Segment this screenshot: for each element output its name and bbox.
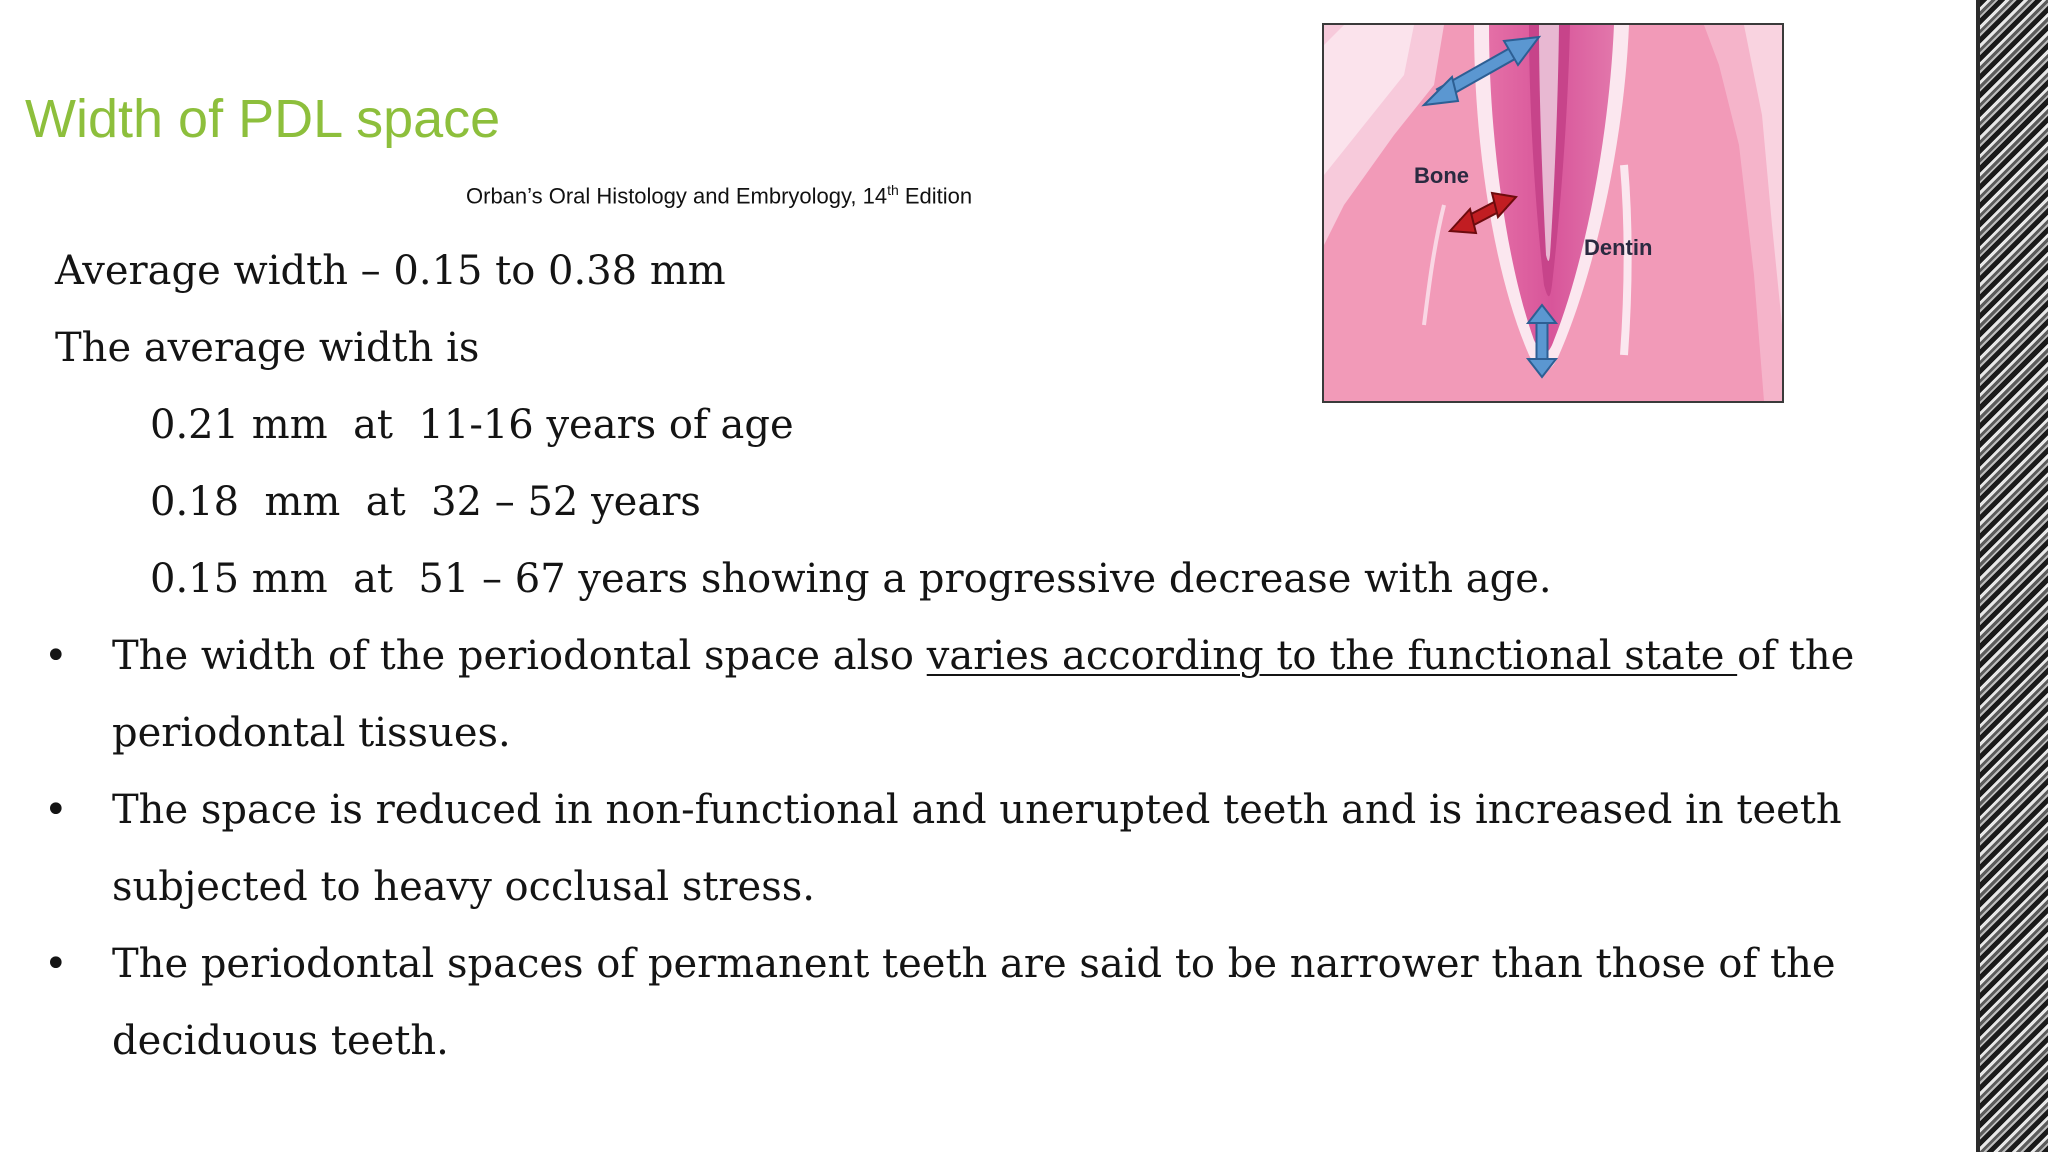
average-width-range: Average width – 0.15 to 0.38 mm <box>55 248 726 294</box>
age-width-line-3: 0.15 mm at 51 – 67 years showing a progressive decrease with age. <box>150 556 1552 602</box>
source-superscript: th <box>887 182 899 198</box>
bullet-2-line-1: The space is reduced in non-functional and unerupted teeth and is increased in teeth <box>112 787 1842 833</box>
bullet-1-line-2: periodontal tissues. <box>112 710 511 756</box>
bullet-1-text-end: of the <box>1737 633 1855 679</box>
dentin-label: Dentin <box>1584 235 1653 260</box>
source-citation <box>466 182 972 209</box>
age-width-line-1: 0.21 mm at 11-16 years of age <box>150 402 794 448</box>
bullet-1-underlined-text: varies according to the functional state <box>926 633 1738 679</box>
decorative-film-strip <box>1980 0 2048 1152</box>
bullet-marker: • <box>44 941 68 987</box>
source-text: Orban’s Oral Histology and Embryology, 14 <box>466 183 888 209</box>
histology-image <box>1322 23 1784 403</box>
bullet-2-line-2: subjected to heavy occlusal stress. <box>112 864 815 910</box>
bullet-marker: • <box>44 787 68 833</box>
bullet-3-line-2: deciduous teeth. <box>112 1018 449 1064</box>
age-width-line-2: 0.18 mm at 32 – 52 years <box>150 479 701 525</box>
histology-illustration <box>1324 25 1782 401</box>
average-width-heading: The average width is <box>55 325 480 371</box>
slide-title: Width of PDL space <box>25 89 501 149</box>
bullet-1-text: The width of the periodontal space also <box>112 633 927 679</box>
source-suffix: Edition <box>898 183 973 209</box>
bullet-3-line-1: The periodontal spaces of permanent teeth are said to be narrower than those of the <box>112 941 1836 987</box>
bullet-1-line-1 <box>112 633 1855 679</box>
bullet-marker: • <box>44 633 68 679</box>
bone-label: Bone <box>1414 163 1469 188</box>
